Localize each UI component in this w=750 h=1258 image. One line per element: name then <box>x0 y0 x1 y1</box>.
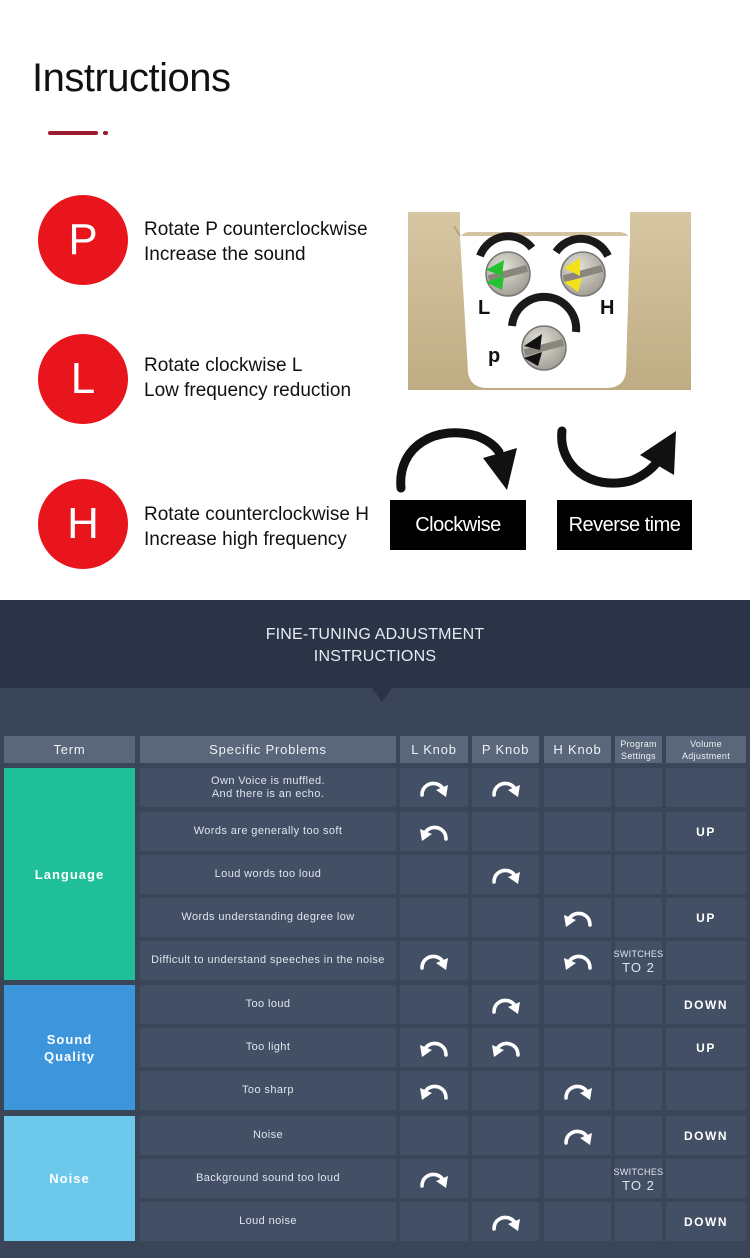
table-row-problem <box>140 985 396 1024</box>
table-row-l-knob <box>400 1116 468 1155</box>
table-row-h-knob <box>544 1159 611 1198</box>
table-row-h-knob <box>544 985 611 1024</box>
table-row-program-settings <box>615 768 662 807</box>
clockwise-label: Clockwise <box>390 500 526 550</box>
table-row-h-knob <box>544 812 611 851</box>
table-row-volume <box>666 1116 746 1155</box>
table-row-h-knob <box>544 1202 611 1241</box>
table-row-problem <box>140 855 396 894</box>
panel-header-pointer <box>372 688 392 702</box>
table-row-program-settings <box>615 941 662 980</box>
table-row-p-knob <box>472 855 539 894</box>
table-row-h-knob <box>544 1028 611 1067</box>
problem-text-line1: Loud noise <box>239 1215 297 1227</box>
term-group-sound-quality-label2: Quality <box>43 1048 96 1064</box>
term-group-sound-quality-label1: Sound <box>46 1031 93 1047</box>
rotate-counterclockwise-icon <box>417 821 451 843</box>
problem-text-line1: Loud words too loud <box>214 868 322 880</box>
panel-title-line2: INSTRUCTIONS <box>313 648 437 665</box>
knob-h-line2: Increase high frequency <box>144 529 347 550</box>
knob-l-description <box>144 353 351 403</box>
table-row-p-knob <box>472 1159 539 1198</box>
table-row-volume <box>666 898 746 937</box>
table-row-p-knob <box>472 1028 539 1067</box>
rotate-counterclockwise-icon <box>417 1037 451 1059</box>
program-switch-label: SWITCHES <box>613 1166 664 1177</box>
table-row-volume <box>666 855 746 894</box>
header-program-line2: Settings <box>621 750 656 761</box>
volume-adjustment-value: DOWN <box>684 1214 728 1229</box>
rotate-clockwise-icon <box>489 1211 523 1233</box>
table-row-problem <box>140 1202 396 1241</box>
table-row-problem <box>140 768 396 807</box>
rotate-clockwise-icon <box>561 1080 595 1102</box>
table-row-program-settings <box>615 1116 662 1155</box>
table-row-problem <box>140 1071 396 1110</box>
term-group-language-label: Language <box>34 866 105 882</box>
header-volume-adjustment <box>666 736 746 763</box>
knob-h-badge: H <box>38 479 128 569</box>
rotate-counterclockwise-icon <box>561 907 595 929</box>
volume-adjustment-value: DOWN <box>684 1128 728 1143</box>
table-row-p-knob <box>472 1202 539 1241</box>
knob-p-line1: Rotate P counterclockwise <box>144 219 368 240</box>
header-program-line1: Program <box>620 738 657 749</box>
table-row-problem <box>140 812 396 851</box>
volume-adjustment-value: UP <box>696 1040 716 1055</box>
problem-text-line1: Noise <box>252 1129 284 1141</box>
header-volume-line1: Volume <box>690 738 722 749</box>
table-row-program-settings <box>615 1071 662 1110</box>
table-row-program-settings <box>615 1159 662 1198</box>
table-row-problem <box>140 1028 396 1067</box>
table-row-program-settings <box>615 898 662 937</box>
term-group-language <box>4 768 135 980</box>
problem-text-line1: Own Voice is muffled. <box>211 774 325 787</box>
problem-text-line1: Too sharp <box>242 1084 294 1096</box>
knob-l-line1: Rotate clockwise L <box>144 355 303 376</box>
rotate-counterclockwise-icon <box>489 1037 523 1059</box>
term-group-noise-label: Noise <box>49 1171 90 1186</box>
table-row-l-knob <box>400 1028 468 1067</box>
problem-text-line1: Difficult to understand speeches in the noise <box>151 954 385 966</box>
problem-text-line1: Words are generally too soft <box>193 825 343 837</box>
table-row-p-knob <box>472 985 539 1024</box>
problem-text-line1: Words understanding degree low <box>181 911 355 923</box>
table-row-volume <box>666 812 746 851</box>
table-row-program-settings <box>615 855 662 894</box>
table-row-l-knob <box>400 941 468 980</box>
table-row-p-knob <box>472 768 539 807</box>
rotate-clockwise-icon <box>417 777 451 799</box>
header-p-knob: P Knob <box>472 736 539 763</box>
table-row-l-knob <box>400 768 468 807</box>
title-underline-bar <box>48 131 98 135</box>
program-switch-label: SWITCHES <box>613 948 664 959</box>
table-row-volume <box>666 1071 746 1110</box>
table-row-problem <box>140 941 396 980</box>
table-row-volume <box>666 941 746 980</box>
panel-title-line1: FINE-TUNING ADJUSTMENT <box>265 626 485 643</box>
clockwise-arrow-icon <box>395 418 520 493</box>
knob-h-line1: Rotate counterclockwise H <box>144 504 369 525</box>
problem-text-line1: Too light <box>245 1041 291 1053</box>
panel-header <box>0 600 750 688</box>
knob-p-badge: P <box>38 195 128 285</box>
knob-l-badge: L <box>38 334 128 424</box>
table-row-p-knob <box>472 1071 539 1110</box>
table-row-program-settings <box>615 812 662 851</box>
program-switch-value: TO 2 <box>622 959 655 975</box>
rotate-clockwise-icon <box>489 994 523 1016</box>
table-row-volume <box>666 768 746 807</box>
knob-p-description <box>144 217 368 267</box>
page-title: Instructions <box>32 56 231 100</box>
table-row-p-knob <box>472 812 539 851</box>
table-row-program-settings <box>615 1028 662 1067</box>
problem-text-line2: And there is an echo. <box>211 787 325 800</box>
table-row-h-knob <box>544 855 611 894</box>
counterclockwise-arrow-icon <box>556 425 681 500</box>
volume-adjustment-value: UP <box>696 824 716 839</box>
table-row-h-knob <box>544 768 611 807</box>
table-row-volume <box>666 1159 746 1198</box>
table-row-p-knob <box>472 941 539 980</box>
term-group-sound-quality <box>4 985 135 1110</box>
problem-text-line1: Background sound too loud <box>196 1172 340 1184</box>
hearing-aid-knobs-photo <box>408 212 691 390</box>
photo-label-l: L <box>478 297 491 319</box>
header-l-knob: L Knob <box>400 736 468 763</box>
table-row-h-knob <box>544 941 611 980</box>
table-row-problem <box>140 898 396 937</box>
rotate-clockwise-icon <box>417 950 451 972</box>
table-row-p-knob <box>472 898 539 937</box>
rotate-clockwise-icon <box>489 864 523 886</box>
table-row-l-knob <box>400 855 468 894</box>
photo-label-h: H <box>600 297 615 319</box>
table-row-h-knob <box>544 1116 611 1155</box>
rotate-counterclockwise-icon <box>561 950 595 972</box>
rotate-clockwise-icon <box>417 1168 451 1190</box>
header-h-knob: H Knob <box>544 736 611 763</box>
table-row-volume <box>666 985 746 1024</box>
table-row-l-knob <box>400 1071 468 1110</box>
rotate-clockwise-icon <box>489 777 523 799</box>
problem-text-line1: Too loud <box>245 998 291 1010</box>
photo-label-p: p <box>488 345 501 367</box>
panel-title <box>0 624 750 668</box>
knob-p-line2: Increase the sound <box>144 244 306 265</box>
table-row-volume <box>666 1028 746 1067</box>
table-row-l-knob <box>400 898 468 937</box>
table-row-p-knob <box>472 1116 539 1155</box>
table-row-program-settings <box>615 985 662 1024</box>
header-term: Term <box>4 736 135 763</box>
table-row-program-settings <box>615 1202 662 1241</box>
table-row-l-knob <box>400 1159 468 1198</box>
table-row-problem <box>140 1116 396 1155</box>
table-row-h-knob <box>544 1071 611 1110</box>
table-row-problem <box>140 1159 396 1198</box>
table-row-h-knob <box>544 898 611 937</box>
header-volume-line2: Adjustment <box>681 750 731 761</box>
table-row-l-knob <box>400 1202 468 1241</box>
program-switch-value: TO 2 <box>622 1177 655 1193</box>
volume-adjustment-value: UP <box>696 910 716 925</box>
knob-l-line2: Low frequency reduction <box>144 380 352 401</box>
table-row-volume <box>666 1202 746 1241</box>
title-underline-dot <box>103 131 108 135</box>
rotate-counterclockwise-icon <box>417 1080 451 1102</box>
table-row-l-knob <box>400 812 468 851</box>
header-specific-problems: Specific Problems <box>140 736 396 763</box>
term-group-noise <box>4 1116 135 1241</box>
table-row-l-knob <box>400 985 468 1024</box>
reverse-time-label: Reverse time <box>557 500 692 550</box>
volume-adjustment-value: DOWN <box>684 997 728 1012</box>
knob-h-description <box>144 502 369 552</box>
header-program-settings <box>615 736 662 763</box>
rotate-clockwise-icon <box>561 1125 595 1147</box>
